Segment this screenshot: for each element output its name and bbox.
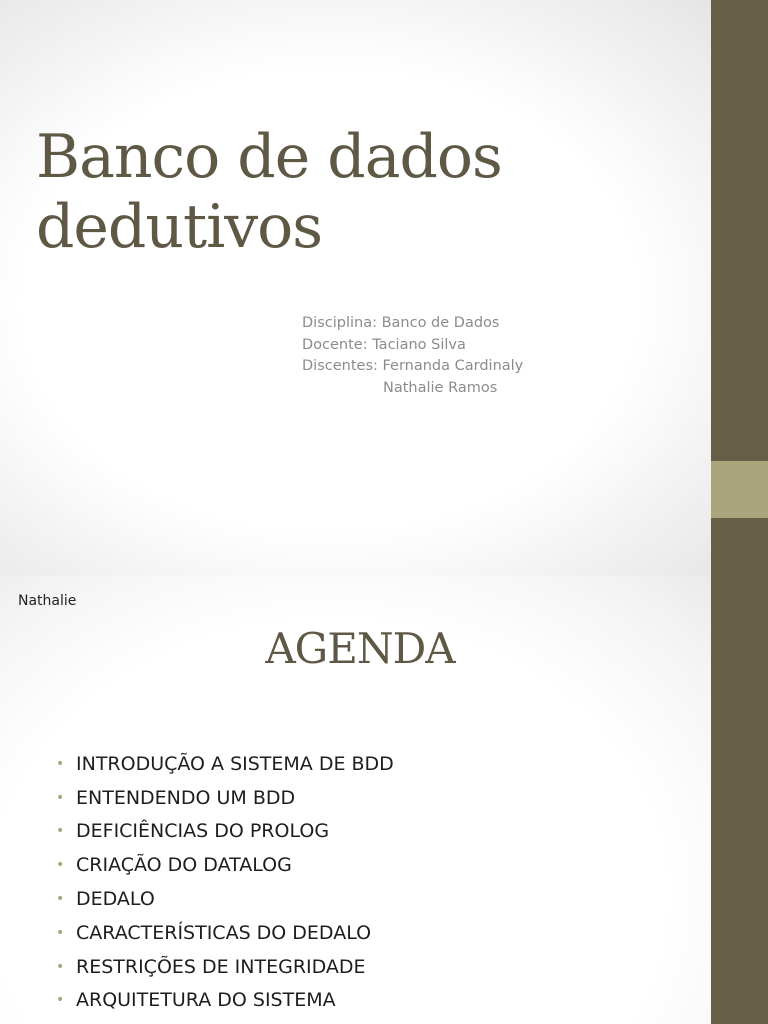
agenda-item-label: ENTENDENDO UM BDD — [76, 786, 296, 809]
bullet-icon: • — [56, 958, 65, 975]
agenda-item — [56, 848, 394, 882]
agenda-item-label: CRIAÇÃO DO DATALOG — [76, 854, 292, 877]
bullet-icon: • — [56, 823, 65, 840]
teacher-line: Docente: Taciano Silva — [302, 336, 466, 353]
students-line-continued: Nathalie Ramos — [383, 379, 498, 396]
slide-title-heading — [36, 122, 656, 262]
slide-side-bar — [711, 0, 768, 576]
agenda-item — [56, 781, 394, 815]
agenda-item-label: RESTRIÇÕES DE INTEGRIDADE — [76, 955, 366, 978]
bullet-icon: • — [56, 992, 65, 1009]
slide-subtitle-block — [302, 313, 523, 399]
agenda-title: AGENDA — [265, 624, 455, 673]
agenda-item — [56, 747, 394, 781]
bullet-icon: • — [56, 755, 65, 772]
bullet-icon: • — [56, 857, 65, 874]
slide-agenda[interactable] — [0, 576, 768, 1024]
speaker-note-label: Nathalie — [18, 593, 77, 609]
discipline-line: Disciplina: Banco de Dados — [302, 315, 500, 331]
students-line: Discentes: Fernanda Cardinaly — [302, 358, 524, 374]
agenda-item-label: ARQUITETURA DO SISTEMA — [76, 989, 336, 1012]
bullet-icon: • — [56, 789, 65, 806]
agenda-item — [56, 984, 394, 1018]
agenda-item — [56, 882, 394, 916]
bullet-icon: • — [56, 891, 65, 908]
agenda-item — [56, 916, 394, 950]
title-line-2: dedutivos — [36, 192, 323, 262]
agenda-item — [56, 950, 394, 984]
title-line-1: Banco de dados — [36, 122, 502, 192]
agenda-item — [56, 815, 394, 849]
agenda-item-label: DEFICIÊNCIAS DO PROLOG — [76, 820, 330, 843]
agenda-list — [56, 747, 394, 1017]
agenda-item-label: INTRODUÇÃO A SISTEMA DE BDD — [76, 752, 394, 775]
slide-side-accent — [711, 461, 768, 518]
agenda-item-label: DEDALO — [76, 888, 155, 911]
agenda-item-label: CARACTERÍSTICAS DO DEDALO — [76, 921, 372, 944]
bullet-icon: • — [56, 924, 65, 941]
